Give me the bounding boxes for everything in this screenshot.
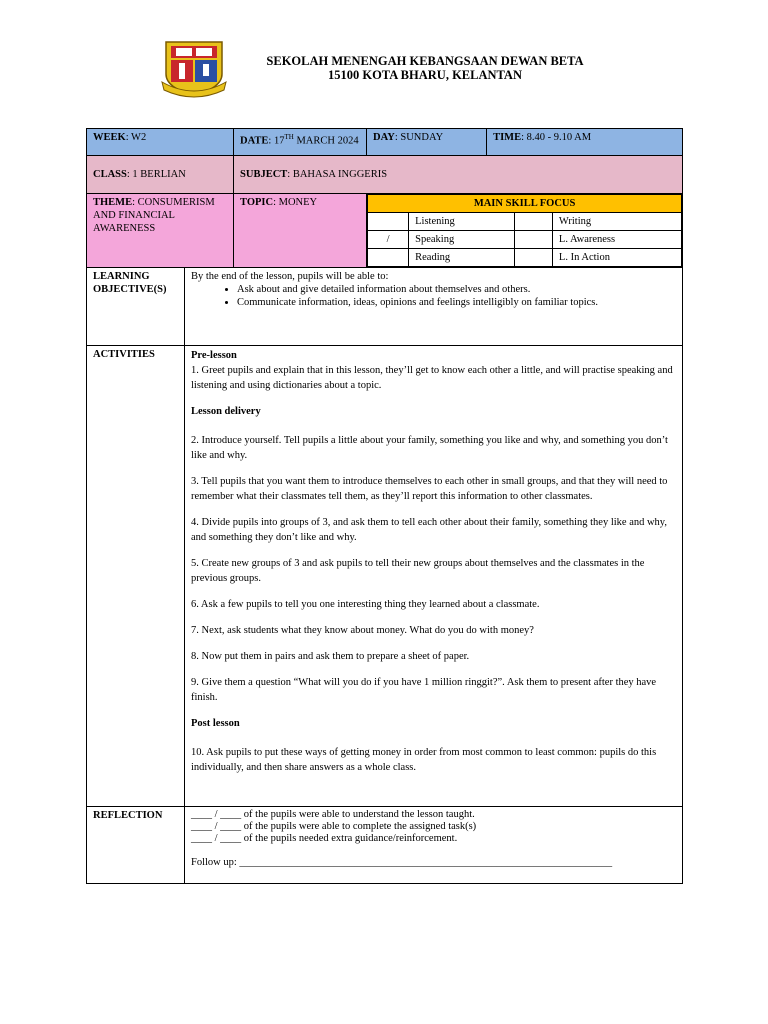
activity-step: 9. Give them a question “What will you do if you have 1 million ringgit?”. Ask them to present after they have finish. — [191, 677, 657, 703]
objective-item: • Communicate information, ideas, opinions and feelings intelligibly on familiar topics. — [237, 296, 676, 309]
activity-step: 5. Create new groups of 3 and ask pupils to tell their new groups about themselves and the classmates in the previous groups. — [191, 558, 645, 584]
skill-label-language-awareness: L. Awareness — [552, 231, 681, 249]
reflection-label: REFLECTION — [87, 807, 185, 884]
skill-label-writing: Writing — [552, 213, 681, 231]
skill-row — [368, 231, 682, 249]
activity-step: 1. Greet pupils and explain that in this lesson, they’ll get to know each other a little, and will practise speaking and listening and using dictionaries about a topic. — [191, 365, 673, 391]
activity-step: 4. Divide pupils into groups of 3, and ask them to tell each other about their family, something they like and why, and something they don’t like and why. — [191, 517, 668, 543]
objectives-intro: By the end of the lesson, pupils will be able to: — [191, 271, 389, 282]
reflection-line: ____ / ____ of the pupils were able to understand the lesson taught. — [191, 809, 475, 820]
reflection-row — [87, 807, 683, 884]
skill-label-literature-in-action: L. In Action — [552, 249, 681, 267]
time-cell: TIME: 8.40 - 9.10 AM — [487, 129, 683, 156]
school-header — [235, 54, 615, 82]
objectives-content — [185, 268, 683, 346]
class-row — [87, 156, 683, 194]
skill-row — [368, 213, 682, 231]
objectives-label: LEARNING OBJECTIVE(S) — [87, 268, 185, 346]
skill-checkbox-reading[interactable] — [368, 249, 409, 267]
skill-checkbox-writing[interactable] — [514, 213, 552, 231]
week-row — [87, 129, 683, 156]
activity-step: 7. Next, ask students what they know about money. What do you do with money? — [191, 625, 534, 636]
activities-content — [185, 346, 683, 807]
day-cell: DAY: SUNDAY — [367, 129, 487, 156]
activities-label: ACTIVITIES — [87, 346, 185, 807]
activity-step: 8. Now put them in pairs and ask them to prepare a sheet of paper. — [191, 651, 470, 662]
objectives-row — [87, 268, 683, 346]
reflection-line: ____ / ____ of the pupils needed extra guidance/reinforcement. — [191, 833, 458, 844]
skill-label-reading: Reading — [409, 249, 515, 267]
follow-up-line: Follow up: _______________________________________________________________________ — [191, 857, 613, 868]
objectives-list — [191, 283, 676, 309]
reflection-line: ____ / ____ of the pupils were able to complete the assigned task(s) — [191, 821, 477, 832]
activity-step: 2. Introduce yourself. Tell pupils a little about your family, something you like and why, and something you don’t like and why. — [191, 435, 668, 461]
activity-step: 3. Tell pupils that you want them to introduce themselves to each other in small groups, and that they will need to remember what their classmates tell them, as they’ll report this information to other classmates. — [191, 476, 668, 502]
school-crest-logo — [160, 38, 228, 98]
skill-row — [368, 249, 682, 267]
class-cell: CLASS: 1 BERLIAN — [87, 156, 234, 194]
skill-checkbox-literature-in-action[interactable] — [514, 249, 552, 267]
skill-focus-title: MAIN SKILL FOCUS — [368, 195, 682, 213]
post-lesson-heading: Post lesson — [191, 718, 240, 729]
objective-item: • Ask about and give detailed information about themselves and others. — [237, 283, 676, 296]
activity-step: 6. Ask a few pupils to tell you one interesting thing they learned about a classmate. — [191, 599, 540, 610]
topic-cell: TOPIC: MONEY — [234, 194, 367, 268]
skill-label-speaking: Speaking — [409, 231, 515, 249]
activity-step: 10. Ask pupils to put these ways of getting money in order from most common to least common: pupils do this individually, and then share answers as a whole class. — [191, 747, 657, 773]
date-cell: DATE: 17TH MARCH 2024 — [234, 129, 367, 156]
skill-label-listening: Listening — [409, 213, 515, 231]
pre-lesson-heading: Pre-lesson — [191, 350, 237, 361]
skill-focus-table — [367, 194, 682, 267]
school-address: 15100 KOTA BHARU, KELANTAN — [327, 68, 522, 82]
activities-row — [87, 346, 683, 807]
theme-row — [87, 194, 683, 268]
lesson-delivery-heading: Lesson delivery — [191, 406, 261, 417]
school-name: SEKOLAH MENENGAH KEBANGSAAN DEWAN BETA — [266, 54, 584, 68]
week-cell: WEEK: W2 — [87, 129, 234, 156]
theme-cell: THEME: CONSUMERISM AND FINANCIAL AWARENESS — [87, 194, 234, 268]
subject-cell: SUBJECT: BAHASA INGGERIS — [234, 156, 683, 194]
skill-checkbox-language-awareness[interactable] — [514, 231, 552, 249]
skill-checkbox-speaking[interactable]: / — [368, 231, 409, 249]
skill-checkbox-listening[interactable] — [368, 213, 409, 231]
lesson-plan-table — [86, 128, 683, 884]
skill-focus-cell — [367, 194, 683, 268]
reflection-content — [185, 807, 683, 884]
